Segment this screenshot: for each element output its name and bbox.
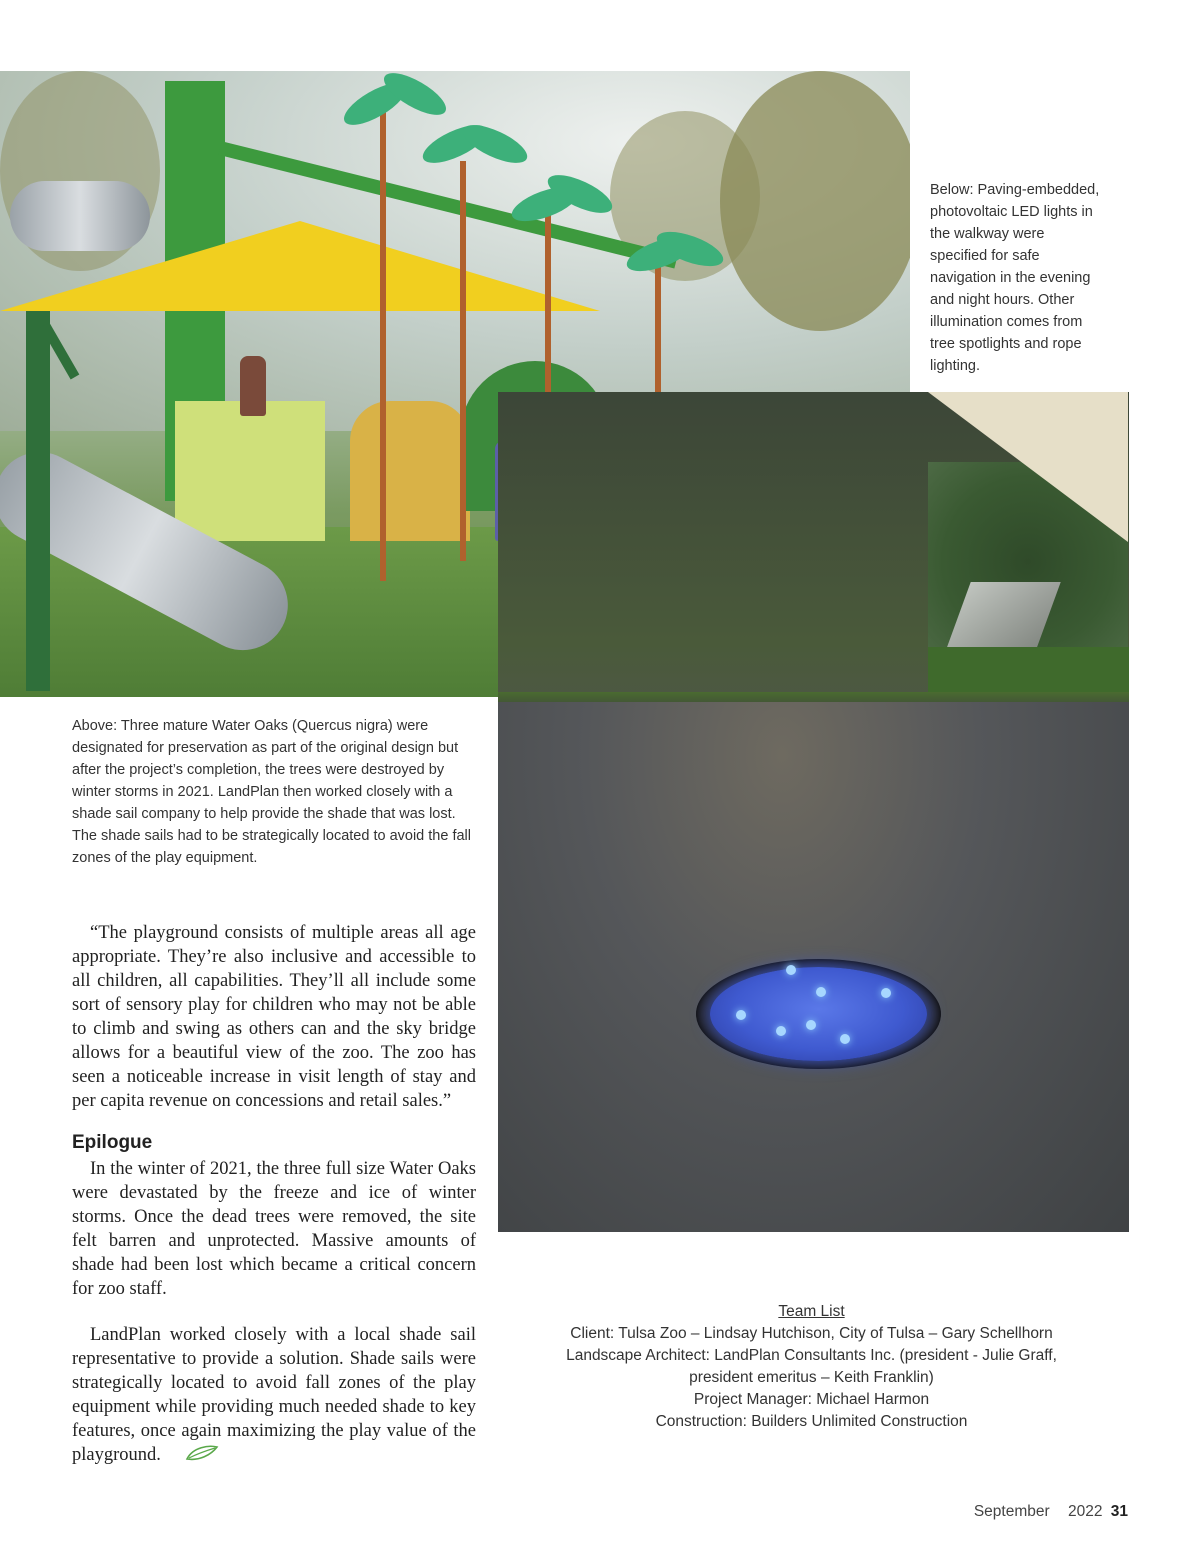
folio-year: 2022 [1067,1503,1103,1520]
page-number: 31 [1110,1503,1128,1520]
caption-below: Below: Paving-embedded, photovoltaic LED lights in the walkway were specified for safe navigation in the evening and night hours. Other illumination comes from tree spotlights and rope lighting. [930,182,1100,374]
folio-month: September [973,1503,1050,1520]
page-folio [974,1503,1128,1521]
team-landscape-architect: Landscape Architect: LandPlan Consultants Inc. (president - Julie Graff, president emeritus – Keith Franklin) [566,1347,1057,1386]
caption-above: Above: Three mature Water Oaks (Quercus nigra) were designated for preservation as part of the original design but after the project’s completion, the trees were destroyed by winter storms in 2021. LandPlan then worked closely with a shade sail company to help provide the shade that was lost. The shade sails had to be strategically located to avoid the fall zones of the play equipment. [72,718,471,866]
epilogue-paragraph: In the winter of 2021, the three full size Water Oaks were devastated by the freeze and ice of winter storms. Once the dead trees were removed, the site felt barren and unprotected. Massive amounts of shade had been lost which became a critical concern for zoo staff. [72,1159,476,1299]
landplan-paragraph-text: LandPlan worked closely with a local shade sail representative to provide a solution. Shade sails were strategically located to avoid fall zones of the play equipment while providing much needed shade to key features, once again maximizing the play value of the playground. [72,1325,476,1465]
team-list [540,1301,1083,1433]
landplan-paragraph [72,1323,476,1468]
team-project-manager: Project Manager: Michael Harmon [693,1391,930,1408]
walkway-led-photo [498,392,1129,1232]
quote-paragraph: “The playground consists of multiple areas all age appropriate. They’re also inclusive and accessible to all children, all capabilities. They’ll all include some sort of sensory play for children who may not be able to climb and swing as others can and the sky bridge allows for a beautiful view of the zoo. The zoo has seen a noticeable increase in visit length of stay and per capita revenue on concessions and retail sales.” [72,923,476,1111]
team-list-title: Team List [778,1303,845,1320]
team-client: Client: Tulsa Zoo – Lindsay Hutchison, City of Tulsa – Gary Schellhorn [570,1325,1053,1342]
team-construction: Construction: Builders Unlimited Construction [655,1413,968,1430]
leaf-icon [167,1444,219,1468]
epilogue-heading: Epilogue [72,1132,153,1153]
